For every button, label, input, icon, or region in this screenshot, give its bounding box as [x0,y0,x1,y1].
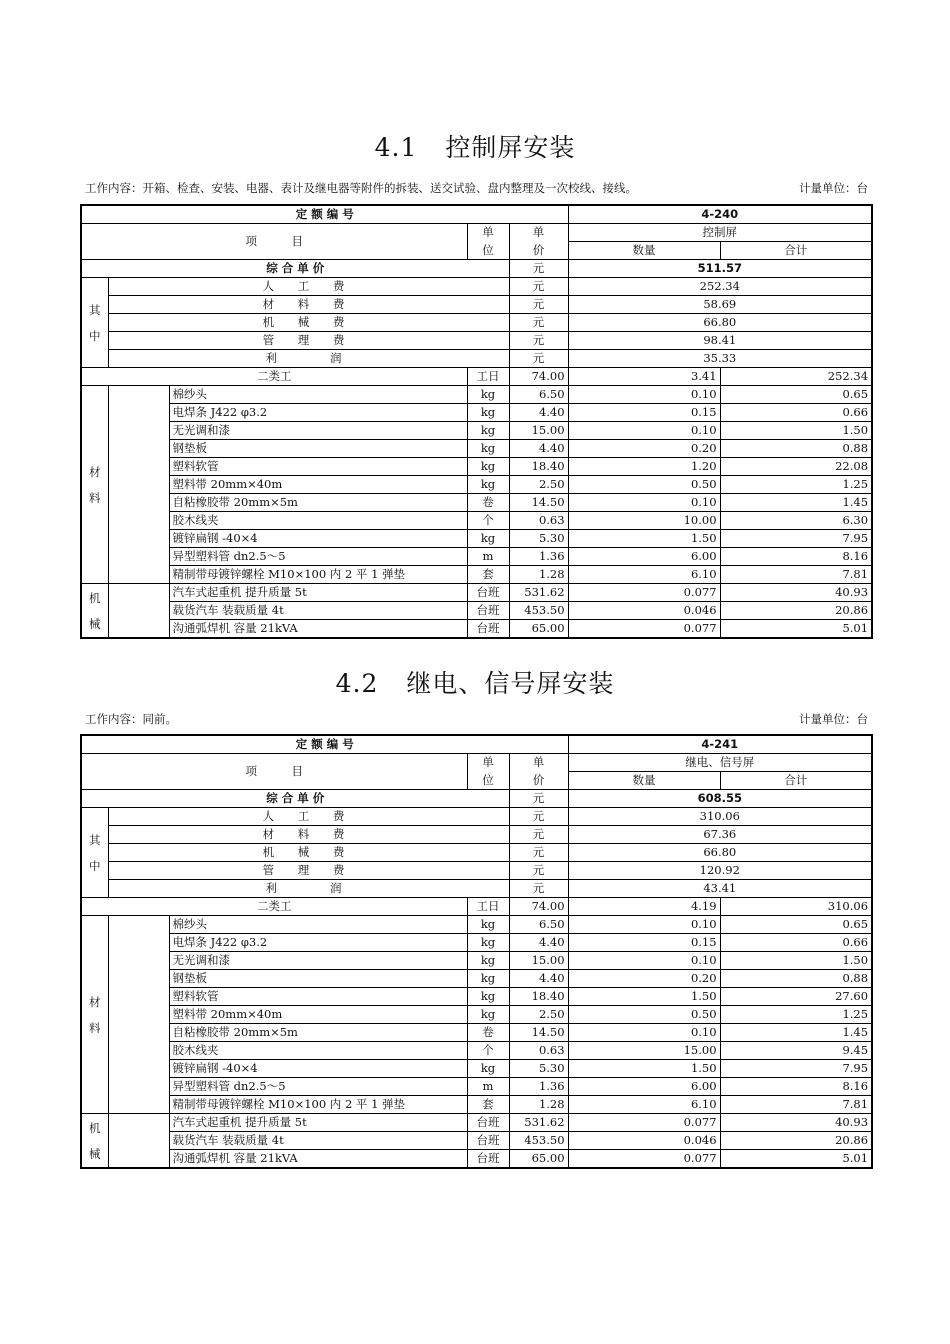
resource-qty: 0.10 [568,494,720,512]
resource-price: 1.28 [509,1096,568,1114]
labor-name: 二类工 [81,898,467,916]
resource-qty: 0.10 [568,916,720,934]
resource-unit: 个 [467,512,509,530]
total-row [81,260,872,278]
cost-name: 人 工 费 [108,808,509,826]
cost-row [81,296,872,314]
resource-sum: 7.81 [720,1096,872,1114]
item-label: 项 目 [81,754,467,790]
resource-unit: kg [467,404,509,422]
resource-qty: 0.077 [568,620,720,639]
material-row [81,1024,872,1042]
resource-name: 胶木线夹 [169,1042,467,1060]
cost-value: 310.06 [568,808,872,826]
resource-qty: 6.10 [568,566,720,584]
resource-qty: 1.50 [568,988,720,1006]
code-label: 定 额 编 号 [81,735,568,754]
cost-name: 人 工 费 [108,278,509,296]
material-row [81,1060,872,1078]
cost-row [81,278,872,296]
cost-value: 67.36 [568,826,872,844]
resource-unit: 卷 [467,494,509,512]
group-cost: 其 中 [81,278,108,368]
material-row [81,494,872,512]
resource-name: 精制带母镀锌螺栓 M10×100 内 2 平 1 弹垫 [169,566,467,584]
material-row [81,988,872,1006]
resource-price: 0.63 [509,512,568,530]
total-unit: 元 [509,790,568,808]
col-unit-head-2: 位 [467,242,509,260]
resource-price: 15.00 [509,422,568,440]
material-row [81,476,872,494]
labor-price: 74.00 [509,368,568,386]
section-title [0,664,950,700]
cost-value: 66.80 [568,314,872,332]
section-number: 4.2 [335,669,379,698]
resource-qty: 0.15 [568,404,720,422]
cost-row [81,826,872,844]
resource-sum: 6.30 [720,512,872,530]
resource-price: 65.00 [509,1150,568,1169]
resource-price: 18.40 [509,988,568,1006]
material-row [81,1006,872,1024]
material-row [81,952,872,970]
resource-qty: 1.20 [568,458,720,476]
resource-unit: 台班 [467,620,509,639]
resource-sum: 0.88 [720,970,872,988]
col-price-head: 单 [509,754,568,772]
cost-name: 机 械 费 [108,844,509,862]
resource-unit: kg [467,476,509,494]
resource-qty: 0.046 [568,1132,720,1150]
section-meta [85,180,870,196]
resource-price: 4.40 [509,970,568,988]
resource-qty: 0.20 [568,970,720,988]
total-unit: 元 [509,260,568,278]
cost-value: 43.41 [568,880,872,898]
resource-name: 沟通弧焊机 容量 21kVA [169,620,467,639]
resource-name: 胶木线夹 [169,512,467,530]
resource-sum: 1.50 [720,422,872,440]
cost-row [81,844,872,862]
resource-sum: 1.45 [720,1024,872,1042]
material-row [81,548,872,566]
cost-value: 66.80 [568,844,872,862]
quota-table-body [81,205,872,638]
cost-unit: 元 [509,350,568,368]
header-row [81,754,872,772]
resource-qty: 0.046 [568,602,720,620]
resource-price: 2.50 [509,1006,568,1024]
resource-name: 塑料带 20mm×40m [169,476,467,494]
resource-price: 1.36 [509,1078,568,1096]
resource-qty: 0.10 [568,422,720,440]
machine-row [81,1132,872,1150]
resource-name: 异型塑料管 dn2.5～5 [169,548,467,566]
machine-row [81,1150,872,1169]
resource-qty: 0.10 [568,386,720,404]
item-label: 项 目 [81,224,467,260]
labor-sum: 252.34 [720,368,872,386]
resource-unit: 卷 [467,1024,509,1042]
cost-name: 材 料 费 [108,826,509,844]
cost-row [81,314,872,332]
resource-price: 2.50 [509,476,568,494]
resource-unit: 个 [467,1042,509,1060]
resource-price: 5.30 [509,530,568,548]
resource-qty: 6.00 [568,1078,720,1096]
group-material-spacer [108,916,169,1114]
material-row [81,566,872,584]
resource-price: 5.30 [509,1060,568,1078]
labor-row [81,368,872,386]
resource-sum: 0.66 [720,934,872,952]
resource-unit: 台班 [467,584,509,602]
resource-name: 沟通弧焊机 容量 21kVA [169,1150,467,1169]
cost-name: 利 润 [108,350,509,368]
resource-qty: 0.10 [568,1024,720,1042]
resource-qty: 0.077 [568,584,720,602]
labor-price: 74.00 [509,898,568,916]
item-name: 控制屏 [568,224,872,242]
material-row [81,440,872,458]
quota-table [80,734,873,1169]
resource-sum: 0.66 [720,404,872,422]
group-machine: 机 械 [81,1114,108,1169]
resource-name: 无光调和漆 [169,952,467,970]
resource-sum: 7.95 [720,1060,872,1078]
resource-sum: 9.45 [720,1042,872,1060]
resource-price: 1.28 [509,566,568,584]
resource-qty: 1.50 [568,530,720,548]
resource-unit: kg [467,934,509,952]
resource-sum: 1.45 [720,494,872,512]
resource-name: 异型塑料管 dn2.5～5 [169,1078,467,1096]
group-material: 材 料 [81,916,108,1114]
cost-row [81,880,872,898]
code-label: 定 额 编 号 [81,205,568,224]
resource-sum: 1.25 [720,1006,872,1024]
material-row [81,404,872,422]
material-row [81,1042,872,1060]
cost-value: 120.92 [568,862,872,880]
cost-unit: 元 [509,296,568,314]
resource-qty: 6.00 [568,548,720,566]
resource-unit: kg [467,386,509,404]
total-value: 608.55 [568,790,872,808]
resource-name: 电焊条 J422 φ3.2 [169,404,467,422]
resource-sum: 20.86 [720,1132,872,1150]
resource-qty: 0.50 [568,476,720,494]
resource-unit: kg [467,1060,509,1078]
group-machine: 机 械 [81,584,108,639]
material-row [81,422,872,440]
cost-unit: 元 [509,862,568,880]
labor-unit: 工日 [467,898,509,916]
labor-qty: 3.41 [568,368,720,386]
resource-sum: 5.01 [720,1150,872,1169]
resource-name: 钢垫板 [169,440,467,458]
resource-sum: 0.65 [720,386,872,404]
resource-price: 453.50 [509,1132,568,1150]
group-cost: 其 中 [81,808,108,898]
material-row [81,386,872,404]
cost-row [81,808,872,826]
total-label: 综 合 单 价 [81,260,509,278]
cost-value: 252.34 [568,278,872,296]
resource-unit: kg [467,440,509,458]
cost-unit: 元 [509,880,568,898]
cost-unit: 元 [509,332,568,350]
resource-name: 电焊条 J422 φ3.2 [169,934,467,952]
resource-price: 65.00 [509,620,568,639]
cost-unit: 元 [509,314,568,332]
resource-name: 塑料软管 [169,458,467,476]
resource-unit: kg [467,952,509,970]
col-unit-head: 单 [467,754,509,772]
section-title-text: 继电、信号屏安装 [406,669,615,698]
resource-price: 15.00 [509,952,568,970]
resource-unit: m [467,548,509,566]
resource-sum: 0.65 [720,916,872,934]
resource-sum: 8.16 [720,548,872,566]
section-title-text: 控制屏安装 [445,133,576,162]
material-row [81,512,872,530]
total-row [81,790,872,808]
resource-price: 14.50 [509,494,568,512]
quota-table-body [81,735,872,1168]
resource-sum: 40.93 [720,584,872,602]
header-row [81,224,872,242]
resource-name: 汽车式起重机 提升质量 5t [169,584,467,602]
cost-row [81,350,872,368]
resource-unit: kg [467,988,509,1006]
sum-label: 合计 [720,772,872,790]
qty-label: 数量 [568,242,720,260]
cost-name: 机 械 费 [108,314,509,332]
sum-label: 合计 [720,242,872,260]
total-value: 511.57 [568,260,872,278]
item-name: 继电、信号屏 [568,754,872,772]
code-row [81,205,872,224]
work-content: 工作内容：开箱、检查、安装、电器、表计及继电器等附件的拆装、送交试验、盘内整理及一次校线、接线。 [85,181,637,195]
resource-sum: 5.01 [720,620,872,639]
machine-row [81,620,872,639]
resource-sum: 22.08 [720,458,872,476]
resource-unit: kg [467,916,509,934]
resource-name: 自粘橡胶带 20mm×5m [169,1024,467,1042]
labor-qty: 4.19 [568,898,720,916]
col-price-head-2: 价 [509,772,568,790]
section-meta [85,711,870,727]
resource-name: 载货汽车 装载质量 4t [169,1132,467,1150]
col-unit-head: 单 [467,224,509,242]
resource-name: 棉纱头 [169,386,467,404]
resource-unit: 台班 [467,602,509,620]
resource-sum: 40.93 [720,1114,872,1132]
resource-qty: 1.50 [568,1060,720,1078]
material-row [81,458,872,476]
quota-code: 4-241 [568,735,872,754]
cost-value: 98.41 [568,332,872,350]
resource-name: 精制带母镀锌螺栓 M10×100 内 2 平 1 弹垫 [169,1096,467,1114]
cost-name: 利 润 [108,880,509,898]
resource-name: 钢垫板 [169,970,467,988]
resource-qty: 0.10 [568,952,720,970]
group-machine-spacer [108,1114,169,1169]
resource-qty: 6.10 [568,1096,720,1114]
resource-unit: 套 [467,566,509,584]
group-machine-spacer [108,584,169,639]
resource-price: 4.40 [509,440,568,458]
resource-qty: 15.00 [568,1042,720,1060]
resource-sum: 27.60 [720,988,872,1006]
resource-price: 6.50 [509,916,568,934]
resource-name: 塑料带 20mm×40m [169,1006,467,1024]
col-unit-head-2: 位 [467,772,509,790]
measure-unit: 计量单位：台 [799,181,868,195]
resource-unit: 台班 [467,1132,509,1150]
col-price-head-2: 价 [509,242,568,260]
resource-name: 镀锌扁钢 -40×4 [169,1060,467,1078]
cost-unit: 元 [509,278,568,296]
resource-qty: 0.20 [568,440,720,458]
resource-name: 塑料软管 [169,988,467,1006]
resource-unit: m [467,1078,509,1096]
material-row [81,934,872,952]
quota-code: 4-240 [568,205,872,224]
measure-unit: 计量单位：台 [799,712,868,726]
resource-name: 镀锌扁钢 -40×4 [169,530,467,548]
resource-sum: 1.50 [720,952,872,970]
resource-sum: 20.86 [720,602,872,620]
resource-name: 无光调和漆 [169,422,467,440]
resource-unit: kg [467,970,509,988]
cost-unit: 元 [509,826,568,844]
resource-sum: 0.88 [720,440,872,458]
resource-price: 453.50 [509,602,568,620]
resource-sum: 7.95 [720,530,872,548]
material-row [81,530,872,548]
cost-name: 材 料 费 [108,296,509,314]
resource-price: 531.62 [509,584,568,602]
resource-price: 531.62 [509,1114,568,1132]
cost-unit: 元 [509,844,568,862]
material-row [81,1096,872,1114]
resource-price: 4.40 [509,934,568,952]
machine-row [81,584,872,602]
labor-row [81,898,872,916]
resource-price: 6.50 [509,386,568,404]
total-label: 综 合 单 价 [81,790,509,808]
resource-sum: 1.25 [720,476,872,494]
work-content: 工作内容：同前。 [85,712,177,726]
resource-name: 自粘橡胶带 20mm×5m [169,494,467,512]
resource-price: 18.40 [509,458,568,476]
resource-qty: 10.00 [568,512,720,530]
resource-unit: kg [467,422,509,440]
material-row [81,970,872,988]
cost-name: 管 理 费 [108,332,509,350]
resource-qty: 0.077 [568,1114,720,1132]
resource-price: 0.63 [509,1042,568,1060]
material-row [81,1078,872,1096]
labor-unit: 工日 [467,368,509,386]
resource-price: 4.40 [509,404,568,422]
resource-qty: 0.15 [568,934,720,952]
resource-sum: 7.81 [720,566,872,584]
resource-unit: kg [467,458,509,476]
machine-row [81,602,872,620]
quota-table [80,204,873,639]
resource-unit: 套 [467,1096,509,1114]
resource-unit: kg [467,530,509,548]
group-material: 材 料 [81,386,108,584]
cost-value: 58.69 [568,296,872,314]
resource-qty: 0.50 [568,1006,720,1024]
labor-name: 二类工 [81,368,467,386]
resource-unit: 台班 [467,1150,509,1169]
labor-sum: 310.06 [720,898,872,916]
resource-unit: kg [467,1006,509,1024]
cost-unit: 元 [509,808,568,826]
qty-label: 数量 [568,772,720,790]
material-row [81,916,872,934]
cost-value: 35.33 [568,350,872,368]
group-material-spacer [108,386,169,584]
resource-name: 棉纱头 [169,916,467,934]
resource-qty: 0.077 [568,1150,720,1169]
section-title [0,128,950,164]
cost-row [81,862,872,880]
col-price-head: 单 [509,224,568,242]
section-number: 4.1 [374,133,418,162]
resource-price: 14.50 [509,1024,568,1042]
resource-unit: 台班 [467,1114,509,1132]
resource-name: 汽车式起重机 提升质量 5t [169,1114,467,1132]
cost-row [81,332,872,350]
machine-row [81,1114,872,1132]
cost-name: 管 理 费 [108,862,509,880]
code-row [81,735,872,754]
resource-name: 载货汽车 装载质量 4t [169,602,467,620]
resource-price: 1.36 [509,548,568,566]
resource-sum: 8.16 [720,1078,872,1096]
